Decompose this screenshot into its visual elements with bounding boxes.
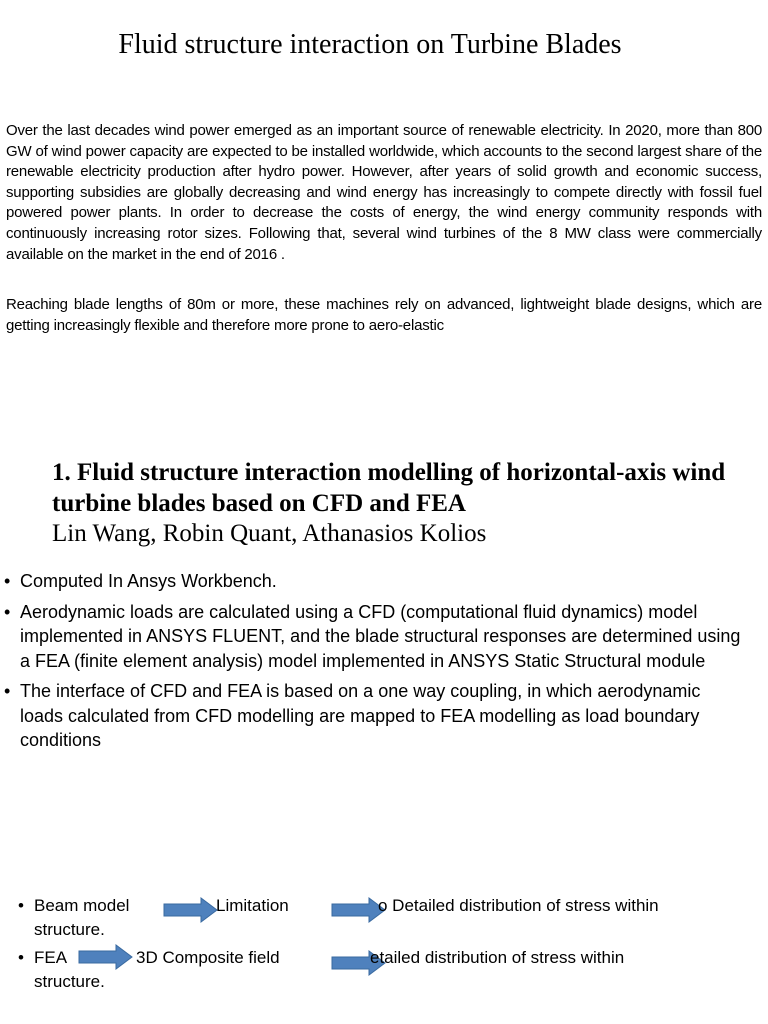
bullet-item: • The interface of CFD and FEA is based on a one way coupling, in which aerodynamic loads calculated from CFD modelling are mapped to FEA modelling as load boundary conditions bbox=[2, 679, 742, 753]
bullet-dot: • bbox=[18, 896, 24, 915]
right-arrow-icon bbox=[78, 944, 134, 970]
intro-paragraph-2: Reaching blade lengths of 80m or more, these machines rely on advanced, lightweight blade designs, which are getting increasingly flexible and therefore more prone to aero-elastic bbox=[6, 296, 762, 334]
flow-middle-label: 3D Composite field bbox=[136, 948, 280, 967]
slide-title: Fluid structure interaction on Turbine Blades bbox=[118, 29, 622, 60]
paper-authors: Lin Wang, Robin Quant, Athanasios Kolios bbox=[52, 520, 487, 547]
paper-title: 1. Fluid structure interaction modelling of horizontal-axis wind turbine blades based on CFD and FEA bbox=[52, 459, 726, 517]
flow-middle-label: Limitation bbox=[216, 896, 289, 915]
right-arrow-icon bbox=[163, 897, 219, 923]
paper-reference bbox=[52, 457, 752, 549]
flow-row-beam-model bbox=[0, 894, 768, 942]
flow-result-label: o Detailed distribution of stress within bbox=[378, 896, 659, 915]
flow-result-label: etailed distribution of stress within bbox=[370, 948, 625, 967]
flow-continuation: structure. bbox=[34, 920, 105, 939]
flow-start-label: FEA bbox=[34, 948, 68, 967]
bullet-dot: • bbox=[18, 948, 24, 967]
flow-row-fea bbox=[0, 946, 768, 994]
method-bullet-list bbox=[2, 569, 742, 759]
flow-start-label: Beam model bbox=[34, 896, 130, 915]
intro-paragraph-1: Over the last decades wind power emerged as an important source of renewable electricity. In 2020, more than 800 GW of wind power capacity are expected to be installed worldwide, which accounts to the second largest share of the renewable electricity production after hydro power. However, after years of solid growth and economic success, supporting subsidies are globally decreasing and wind energy has increasingly to compete directly with fossil fuel powered power plants. In order to decrease the costs of energy, the wind energy community responds with continuously increasing rotor sizes. Following that, several wind turbines of the 8 MW class were commercially available on the market in the end of 2016 . bbox=[6, 122, 762, 263]
bullet-item: • Aerodynamic loads are calculated using a CFD (computational fluid dynamics) model implemented in ANSYS FLUENT, and the blade structural responses are determined using a FEA (finite element analysis) model implemented in ANSYS Static Structural module bbox=[2, 600, 742, 674]
flow-continuation: structure. bbox=[34, 972, 105, 991]
bullet-item: • Computed In Ansys Workbench. bbox=[2, 569, 742, 594]
